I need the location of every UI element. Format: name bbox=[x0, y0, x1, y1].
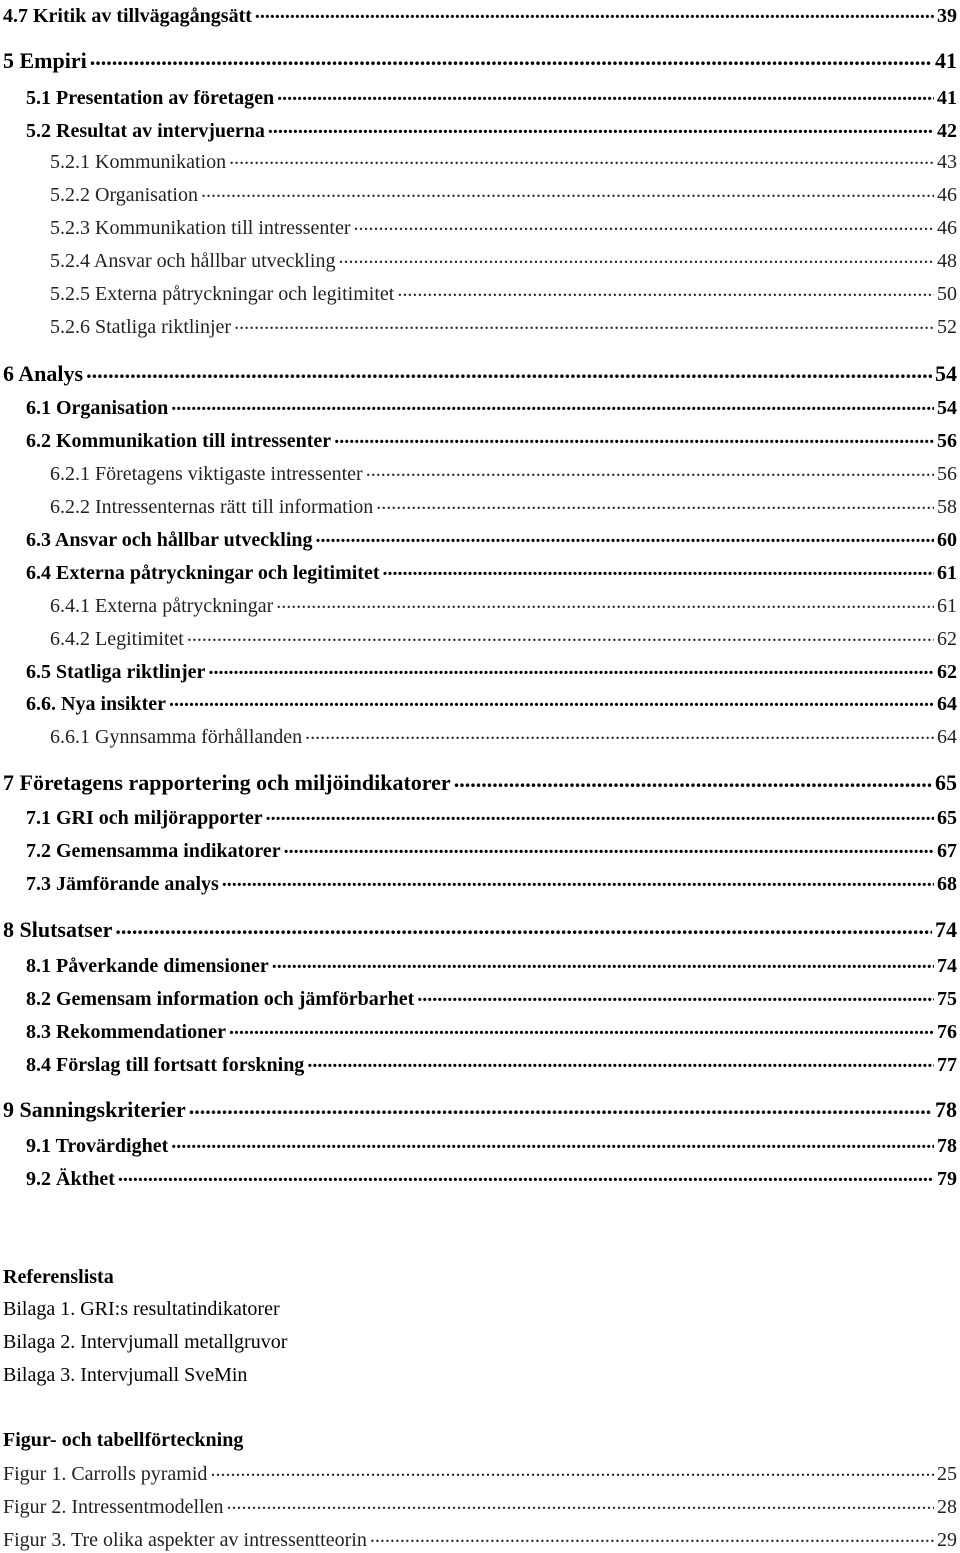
toc-entry-label: 9.2 Äkthet bbox=[26, 1168, 115, 1190]
toc-entry-label: 6.2 Kommunikation till intressenter bbox=[26, 430, 332, 452]
toc-entry-page-number: 56 bbox=[937, 463, 957, 485]
toc-entry[interactable] bbox=[26, 985, 957, 1011]
toc-entry[interactable] bbox=[50, 280, 957, 306]
dot-leader bbox=[229, 148, 934, 168]
dot-leader bbox=[229, 1018, 934, 1038]
toc-entry-page-number: 46 bbox=[937, 217, 957, 239]
toc-entry-label: 5.2.4 Ansvar och hållbar utveckling bbox=[50, 250, 336, 272]
figures-heading: Figur- och tabellförteckning bbox=[3, 1429, 244, 1451]
dot-leader bbox=[276, 592, 934, 612]
dot-leader bbox=[376, 493, 934, 513]
dot-leader bbox=[354, 214, 934, 234]
toc-entry-page-number: 79 bbox=[937, 1168, 957, 1190]
dot-leader bbox=[255, 2, 934, 22]
toc-entry[interactable] bbox=[3, 1097, 957, 1123]
dot-leader bbox=[366, 460, 934, 480]
toc-entry-label: 6 Analys bbox=[3, 361, 84, 386]
toc-entry-label: 6.3 Ansvar och hållbar utveckling bbox=[26, 529, 313, 551]
toc-entry-label: 9.1 Trovärdighet bbox=[26, 1135, 169, 1157]
toc-entry-page-number: 65 bbox=[937, 807, 957, 829]
dot-leader bbox=[305, 723, 934, 743]
toc-entry[interactable] bbox=[26, 690, 957, 716]
toc-entry-page-number: 48 bbox=[937, 250, 957, 272]
toc-entry-page-number: 54 bbox=[937, 397, 957, 419]
dot-leader bbox=[277, 84, 934, 104]
toc-entry-page-number: 54 bbox=[935, 361, 957, 386]
toc-entry-label: Figur 1. Carrolls pyramid bbox=[3, 1463, 208, 1485]
figure-entry[interactable] bbox=[3, 1493, 957, 1519]
toc-entry[interactable] bbox=[26, 1132, 957, 1158]
dot-leader bbox=[454, 770, 932, 790]
toc-entry[interactable] bbox=[26, 952, 957, 978]
dot-leader bbox=[268, 117, 934, 137]
toc-entry-page-number: 50 bbox=[937, 283, 957, 305]
toc-entry-label: 6.4.2 Legitimitet bbox=[50, 628, 184, 650]
toc-entry-page-number: 39 bbox=[937, 5, 957, 27]
toc-entry[interactable] bbox=[26, 394, 957, 420]
dot-leader bbox=[208, 658, 934, 678]
toc-entry[interactable] bbox=[50, 214, 957, 240]
toc-entry-page-number: 68 bbox=[937, 873, 957, 895]
toc-entry[interactable] bbox=[26, 870, 957, 896]
dot-leader bbox=[382, 559, 934, 579]
toc-entry-label: 5 Empiri bbox=[3, 48, 87, 73]
toc-entry-label: 8.2 Gemensam information och jämförbarhet bbox=[26, 988, 415, 1010]
toc-entry[interactable] bbox=[26, 658, 957, 684]
dot-leader bbox=[397, 280, 934, 300]
toc-entry-page-number: 62 bbox=[937, 661, 957, 683]
dot-leader bbox=[222, 870, 934, 890]
dot-leader bbox=[272, 952, 934, 972]
toc-entry[interactable] bbox=[50, 625, 957, 651]
toc-entry-page-number: 28 bbox=[937, 1496, 957, 1518]
toc-entry-label: 5.2.5 Externa påtryckningar och legitimitet bbox=[50, 283, 395, 305]
dot-leader bbox=[90, 48, 932, 68]
appendix-item[interactable]: Bilaga 1. GRI:s resultatindikatorer bbox=[3, 1298, 280, 1320]
toc-entry[interactable] bbox=[50, 313, 957, 339]
toc-entry[interactable] bbox=[50, 592, 957, 618]
toc-entry-label: 7.2 Gemensamma indikatorer bbox=[26, 840, 281, 862]
toc-entry[interactable] bbox=[50, 181, 957, 207]
toc-entry[interactable] bbox=[26, 84, 957, 110]
toc-entry[interactable] bbox=[26, 427, 957, 453]
toc-entry-label: 5.2.3 Kommunikation till intressenter bbox=[50, 217, 351, 239]
dot-leader bbox=[316, 526, 934, 546]
toc-entry[interactable] bbox=[26, 1051, 957, 1077]
toc-entry[interactable] bbox=[26, 117, 957, 143]
toc-entry-label: 5.1 Presentation av företagen bbox=[26, 87, 275, 109]
dot-leader bbox=[334, 427, 934, 447]
dot-leader bbox=[307, 1051, 934, 1071]
toc-entry[interactable] bbox=[50, 247, 957, 273]
toc-entry-page-number: 25 bbox=[937, 1463, 957, 1485]
toc-entry-label: 6.2.2 Intressenternas rätt till information bbox=[50, 496, 374, 518]
dot-leader bbox=[171, 394, 934, 414]
toc-entry-page-number: 77 bbox=[937, 1054, 957, 1076]
dot-leader bbox=[227, 1493, 934, 1513]
toc-entry-label: 4.7 Kritik av tillvägagångsätt bbox=[3, 5, 252, 27]
dot-leader bbox=[201, 181, 934, 201]
toc-entry-label: 6.6.1 Gynnsamma förhållanden bbox=[50, 726, 303, 748]
dot-leader bbox=[370, 1526, 934, 1546]
toc-entry-label: 5.2 Resultat av intervjuerna bbox=[26, 120, 265, 142]
dot-leader bbox=[210, 1460, 934, 1480]
toc-entry-label: 6.6. Nya insikter bbox=[26, 693, 166, 715]
toc-entry-label: 6.5 Statliga riktlinjer bbox=[26, 661, 206, 683]
toc-entry-page-number: 29 bbox=[937, 1529, 957, 1551]
dot-leader bbox=[266, 804, 934, 824]
toc-entry-page-number: 78 bbox=[937, 1135, 957, 1157]
toc-entry[interactable] bbox=[26, 559, 957, 585]
toc-entry-page-number: 64 bbox=[937, 726, 957, 748]
appendix-item[interactable]: Bilaga 2. Intervjumall metallgruvor bbox=[3, 1331, 288, 1353]
toc-entry-page-number: 65 bbox=[935, 770, 957, 795]
toc-entry-label: 5.2.1 Kommunikation bbox=[50, 151, 227, 173]
toc-entry-label: 8 Slutsatser bbox=[3, 917, 113, 942]
toc-entry-page-number: 60 bbox=[937, 529, 957, 551]
dot-leader bbox=[115, 917, 932, 937]
toc-entry-page-number: 42 bbox=[937, 120, 957, 142]
toc-entry-page-number: 61 bbox=[937, 595, 957, 617]
dot-leader bbox=[171, 1132, 934, 1152]
toc-entry-label: 8.3 Rekommendationer bbox=[26, 1021, 226, 1043]
dot-leader bbox=[86, 361, 932, 381]
toc-entry-page-number: 58 bbox=[937, 496, 957, 518]
toc-entry-page-number: 74 bbox=[935, 917, 957, 942]
toc-entry-page-number: 41 bbox=[935, 48, 957, 73]
dot-leader bbox=[118, 1165, 934, 1185]
toc-entry-page-number: 64 bbox=[937, 693, 957, 715]
figure-entry[interactable] bbox=[3, 1526, 957, 1552]
toc-entry-page-number: 62 bbox=[937, 628, 957, 650]
toc-entry-label: Figur 2. Intressentmodellen bbox=[3, 1496, 224, 1518]
dot-leader bbox=[189, 1097, 932, 1117]
toc-entry-label: Figur 3. Tre olika aspekter av intressentteorin bbox=[3, 1529, 367, 1551]
toc-entry-label: 5.2.6 Statliga riktlinjer bbox=[50, 316, 232, 338]
toc-entry-label: 7 Företagens rapportering och miljöindikatorer bbox=[3, 770, 451, 795]
toc-entry[interactable] bbox=[26, 837, 957, 863]
toc-entry[interactable] bbox=[26, 1165, 957, 1191]
dot-leader bbox=[187, 625, 934, 645]
toc-entry[interactable] bbox=[26, 804, 957, 830]
toc-entry-label: 9 Sanningskriterier bbox=[3, 1097, 186, 1122]
toc-entry[interactable] bbox=[3, 917, 957, 943]
figure-entry[interactable] bbox=[3, 1460, 957, 1486]
toc-entry-page-number: 61 bbox=[937, 562, 957, 584]
toc-entry-label: 7.3 Jämförande analys bbox=[26, 873, 219, 895]
toc-entry-label: 6.4.1 Externa påtryckningar bbox=[50, 595, 274, 617]
toc-entry[interactable] bbox=[3, 770, 957, 796]
toc-entry[interactable] bbox=[50, 493, 957, 519]
toc-entry-page-number: 78 bbox=[935, 1097, 957, 1122]
toc-entry-label: 8.1 Påverkande dimensioner bbox=[26, 955, 269, 977]
toc-entry-label: 6.1 Organisation bbox=[26, 397, 169, 419]
dot-leader bbox=[234, 313, 934, 333]
dot-leader bbox=[339, 247, 935, 267]
references-heading: Referenslista bbox=[3, 1266, 114, 1288]
toc-entry-page-number: 46 bbox=[937, 184, 957, 206]
dot-leader bbox=[417, 985, 934, 1005]
toc-entry-label: 8.4 Förslag till fortsatt forskning bbox=[26, 1054, 305, 1076]
toc-entry-page-number: 41 bbox=[937, 87, 957, 109]
toc-entry-label: 6.2.1 Företagens viktigaste intressenter bbox=[50, 463, 363, 485]
toc-entry-label: 5.2.2 Organisation bbox=[50, 184, 198, 206]
toc-entry[interactable] bbox=[3, 2, 957, 28]
toc-entry[interactable] bbox=[3, 361, 957, 387]
toc-entry-page-number: 74 bbox=[937, 955, 957, 977]
dot-leader bbox=[169, 690, 934, 710]
toc-entry[interactable] bbox=[3, 48, 957, 74]
toc-entry-label: 7.1 GRI och miljörapporter bbox=[26, 807, 263, 829]
toc-entry-page-number: 56 bbox=[937, 430, 957, 452]
appendix-item[interactable]: Bilaga 3. Intervjumall SveMin bbox=[3, 1364, 248, 1386]
toc-entry[interactable] bbox=[50, 723, 957, 749]
toc-entry-label: 6.4 Externa påtryckningar och legitimitet bbox=[26, 562, 380, 584]
toc-entry-page-number: 76 bbox=[937, 1021, 957, 1043]
toc-entry[interactable] bbox=[50, 148, 957, 174]
dot-leader bbox=[284, 837, 934, 857]
toc-entry[interactable] bbox=[26, 526, 957, 552]
toc-entry-page-number: 52 bbox=[937, 316, 957, 338]
toc-entry-page-number: 43 bbox=[937, 151, 957, 173]
toc-entry[interactable] bbox=[26, 1018, 957, 1044]
toc-entry-page-number: 67 bbox=[937, 840, 957, 862]
toc-entry[interactable] bbox=[50, 460, 957, 486]
toc-entry-page-number: 75 bbox=[937, 988, 957, 1010]
